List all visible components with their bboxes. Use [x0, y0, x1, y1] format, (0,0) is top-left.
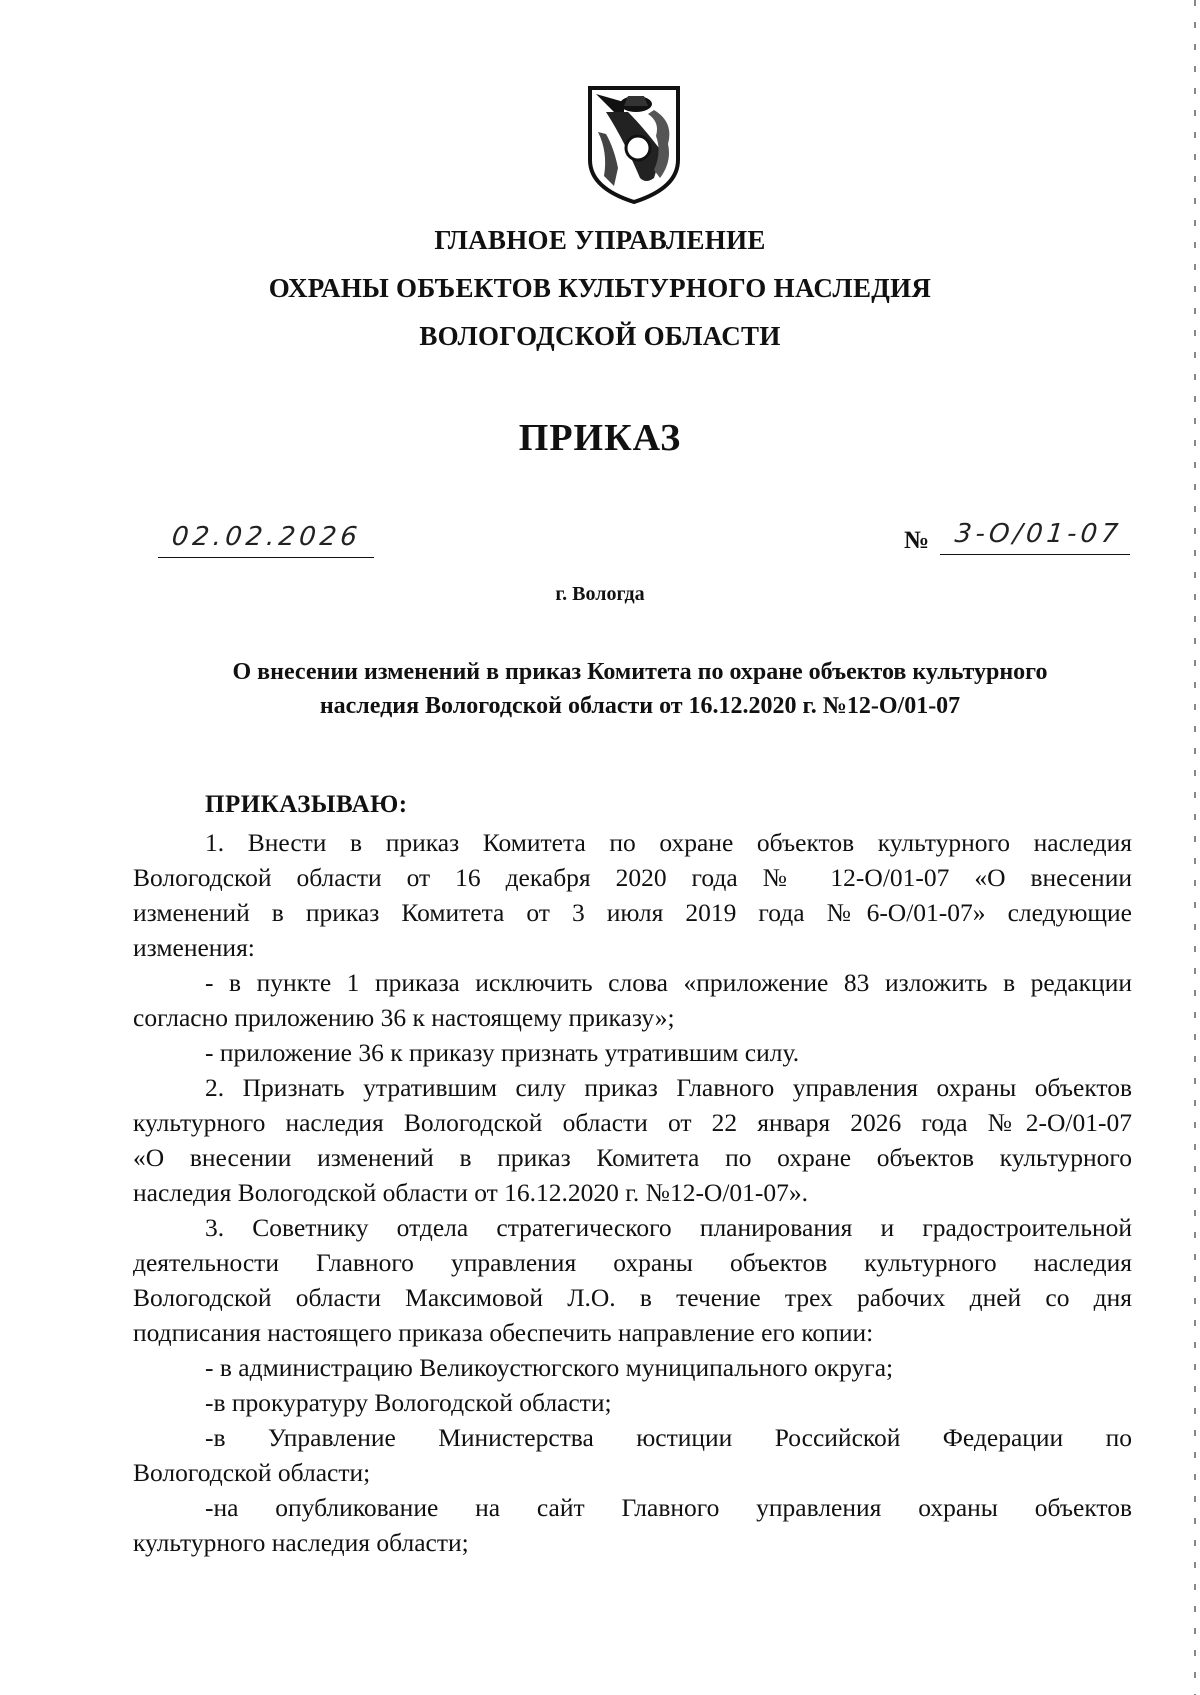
body-line: - в пункте 1 приказа исключить слова «приложение 83 изложить в редакции: [205, 968, 1132, 997]
body-line: «О внесении изменений в приказ Комитета по охране объектов культурного: [133, 1143, 1132, 1172]
city-name: г. Вологда: [555, 583, 645, 605]
document-title: ПРИКАЗ: [518, 417, 682, 459]
body-line: -на опубликование на сайт Главного управления охраны объектов: [205, 1493, 1132, 1522]
body-line: культурного наследия области;: [133, 1528, 469, 1557]
body-line: подписания настоящего приказа обеспечить направление его копии:: [133, 1318, 874, 1347]
body-line: культурного наследия Вологодской области от 22 января 2026 года №2-О/01-07: [133, 1108, 1132, 1137]
body-line: деятельности Главного управления охраны объектов культурного наследия: [133, 1248, 1132, 1277]
body-line: 3. Советнику отдела стратегического планирования и градостроительной: [205, 1213, 1132, 1242]
body-line: изменения:: [133, 933, 255, 962]
subject-line-1: О внесении изменений в приказ Комитета по охране объектов культурного: [232, 659, 1048, 685]
vologda-coat-of-arms-icon: [584, 82, 684, 206]
body-line: -в прокуратуру Вологодской области;: [205, 1388, 612, 1417]
body-line: - в администрацию Великоустюгского муниципального округа;: [205, 1353, 894, 1382]
body-line: Вологодской области;: [133, 1458, 371, 1487]
body-line: изменений в приказ Комитета от 3 июля 2019 года №6-О/01-07» следующие: [133, 898, 1132, 927]
coat-of-arms-emblem: [584, 82, 684, 206]
number-underline: [940, 554, 1130, 555]
document-number: 3-О/01-07: [953, 519, 1124, 549]
document-date: 02.02.2026: [170, 522, 363, 552]
org-name-line-3: ВОЛОГОДСКОЙ ОБЛАСТИ: [419, 321, 781, 351]
body-line: Вологодской области от 16 декабря 2020 года № 12-О/01-07 «О внесении: [133, 863, 1132, 892]
org-name-line-2: ОХРАНЫ ОБЪЕКТОВ КУЛЬТУРНОГО НАСЛЕДИЯ: [268, 273, 932, 303]
body-line: 1. Внести в приказ Комитета по охране объектов культурного наследия: [205, 828, 1132, 857]
scan-edge-artifact: [1194, 0, 1196, 1695]
body-line: -в Управление Министерства юстиции Российской Федерации по: [205, 1423, 1132, 1452]
org-name-line-1: ГЛАВНОЕ УПРАВЛЕНИЕ: [434, 225, 766, 255]
subject-line-2: наследия Вологодской области от 16.12.2020 г. №12-О/01-07: [319, 693, 961, 719]
document-subject: [140, 655, 1140, 723]
body-line: 2. Признать утратившим силу приказ Главного управления охраны объектов: [205, 1073, 1132, 1102]
body-line: наследия Вологодской области от 16.12.2020 г. №12-О/01-07».: [133, 1178, 809, 1207]
body-line: Вологодской области Максимовой Л.О. в течение трех рабочих дней со дня: [133, 1283, 1132, 1312]
body-line: - приложение 36 к приказу признать утратившим силу.: [205, 1038, 800, 1067]
date-underline: [158, 557, 374, 558]
number-sign: №: [904, 527, 930, 554]
order-word: ПРИКАЗЫВАЮ:: [205, 791, 408, 818]
body-line: согласно приложению 36 к настоящему приказу»;: [133, 1003, 675, 1032]
